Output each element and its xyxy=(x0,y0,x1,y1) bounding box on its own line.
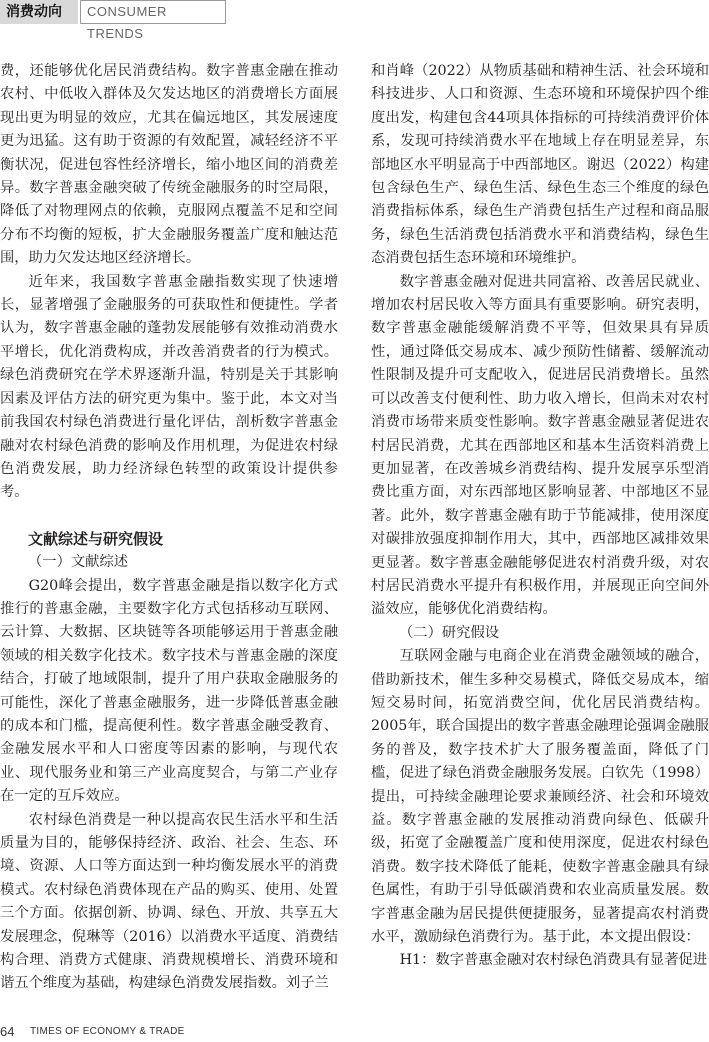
paragraph: 近年来，我国数字普惠金融指数实现了快速增长，显著增强了金融服务的可获取性和便捷性。学者认为，数字普惠金融的蓬勃发展能够有效推动消费水平增长，优化消费构成，并改善消费者的行为模式。绿色消费研究在学术界逐渐升温，特别是关于其影响因素及评估方法的研究更为集中。鉴于此，本文对当前我国农村绿色消费进行量化评估，剖析数字普惠金融对农村绿色消费的影响及作用机理，为促进农村绿色消费发展，助力经济绿色转型的政策设计提供参考。 xyxy=(0,273,338,501)
hypothesis: H1：数字普惠金融对农村绿色消费具有显著促进 xyxy=(399,952,708,969)
subsection-heading: （一）文献综述 xyxy=(28,554,129,571)
paragraph: 费，还能够优化居民消费结构。数字普惠金融在推动农村、中低收入群体及欠发达地区的消费增长方面展现出更为明显的效应，尤其在偏远地区，其发展速度更为迅猛。这有助于资源的有效配置，减轻经济不平衡状况，促进包容性经济增长，缩小地区间的消费差异。数字普惠金融突破了传统金融服务的时空局限，降低了对物理网点的依赖，克服网点覆盖不足和空间分布不均衡的短板，扩大金融服务覆盖广度和触达范围，助力欠发达地区经济增长。 xyxy=(0,63,338,267)
page-footer xyxy=(0,1024,709,1042)
paragraph: 数字普惠金融对促进共同富裕、改善居民就业、增加农村居民收入等方面具有重要影响。研究表明，数字普惠金融能缓解消费不平等，但效果具有异质性，通过降低交易成本、减少预防性储蓄、缓解流动性限制及提升可支配收入，促进居民消费增长。虽然可以改善支付便利性、助力收入增长，但尚未对农村消费市场带来质变性影响。数字普惠金融显著促进农村居民消费，尤其在西部地区和基本生活资料消费上更加显著，在改善城乡消费结构、提升发展享乐型消费比重方面，对东西部地区影响显著、中部地区不显著。此外，数字普惠金融有助于节能减排，使用深度对碳排放强度抑制作用大，其中，西部地区减排效果更显著。数字普惠金融能够促进农村消费升级，对农村居民消费水平提升有积极作用，并展现正向空间外溢效应，能够优化消费结构。 xyxy=(371,273,709,618)
right-column xyxy=(371,60,709,973)
page-number: 64 xyxy=(0,1024,15,1039)
paragraph: 互联网金融与电商企业在消费金融领域的融合，借助新技术，催生多种交易模式，降低交易成本，缩短交易时间，拓宽消费空间，优化居民消费结构。2005年，联合国提出的数字普惠金融理论强调金融服务的普及，数字技术扩大了服务覆盖面，降低了门槛，促进了绿色消费金融服务发展。白钦先（1998）提出，可持续金融理论要求兼顾经济、社会和环境效益。数字普惠金融的发展推动消费向绿色、低碳升级，拓宽了金融覆盖广度和使用深度，促进农村绿色消费。数字技术降低了能耗，使数字普惠金融具有绿色属性，有助于引导低碳消费和农业高质量发展。数字普惠金融为居民提供便捷服务，显著提高农村消费水平，激励绿色消费行为。基于此，本文提出假设： xyxy=(371,648,709,946)
left-column xyxy=(0,60,338,996)
paragraph: 农村绿色消费是一种以提高农民生活水平和生活质量为目的，能够保持经济、政治、社会、生态、环境、资源、人口等方面达到一种均衡发展水平的消费模式。农村绿色消费体现在产品的购买、使用、处置三个方面。依据创新、协调、绿色、开放、共享五大发展理念，倪琳等（2016）以消费水平适度、消费结构合理、消费方式健康、消费规模增长、消费环境和谐五个维度为基础，构建绿色消费发展指数。刘子兰 xyxy=(0,811,338,992)
section-label-cn: 消费动向 xyxy=(0,0,78,24)
section-heading: 文献综述与研究假设 xyxy=(28,529,164,548)
paragraph: G20峰会提出，数字普惠金融是指以数字化方式推行的普惠金融，主要数字化方式包括移动互联网、云计算、大数据、区块链等各项能够运用于普惠金融领域的相关数字化技术。数字技术与普惠金融的深度结合，打破了地域限制，提升了用户获取金融服务的可能性，深化了普惠金融服务，进一步降低普惠金融的成本和门槛，提高便利性。数字普惠金融受教育、金融发展水平和人口密度等因素的影响，与现代农业、现代服务业和第三产业高度契合，与第二产业存在一定的互斥效应。 xyxy=(0,577,338,805)
paragraph: 和肖峰（2022）从物质基础和精神生活、社会环境和科技进步、人口和资源、生态环境和环境保护四个维度出发，构建包含44项具体指标的可持续消费评价体系，发现可持续消费水平在地域上存在明显差异，东部地区水平明显高于中西部地区。谢迟（2022）构建包含绿色生产、绿色生活、绿色生态三个维度的绿色消费指标体系，绿色生产消费包括生产过程和商品服务，绿色生活消费包括消费水平和消费结构，绿色生态消费包括生态环境和环境维护。 xyxy=(371,63,709,267)
magazine-name: TIMES OF ECONOMY & TRADE xyxy=(30,1026,185,1037)
section-label-en: CONSUMER TRENDS xyxy=(80,0,226,24)
subsection-heading: （二）研究假设 xyxy=(399,624,500,641)
page-header xyxy=(0,0,709,41)
spacer xyxy=(0,505,338,528)
